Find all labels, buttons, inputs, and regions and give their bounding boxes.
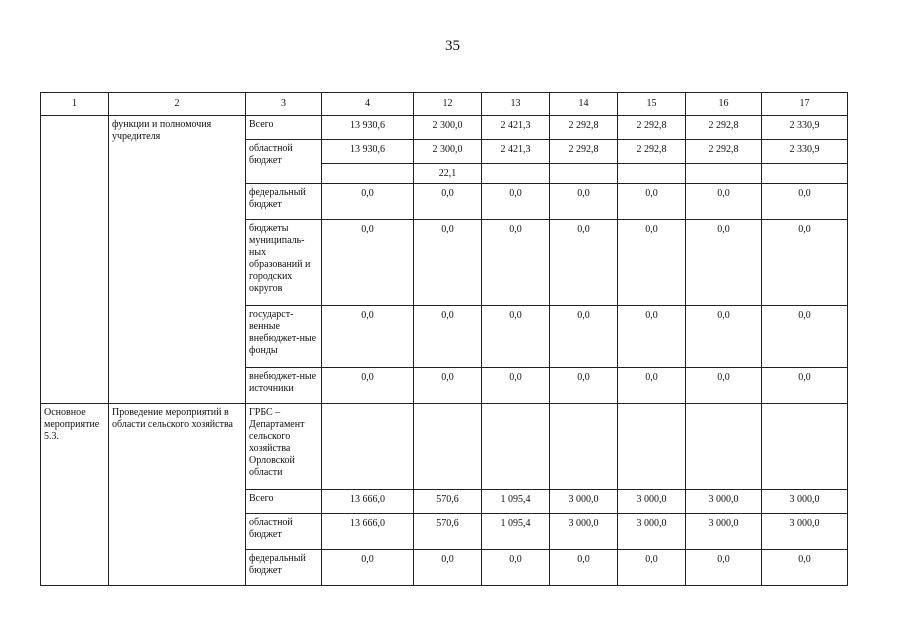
value-cell: 0,0 (762, 306, 848, 368)
value-cell: 0,0 (482, 368, 550, 404)
section1-col2: функции и полномочия учредителя (109, 116, 246, 404)
value-cell (762, 164, 848, 184)
value-cell (618, 164, 686, 184)
header-cell: 3 (246, 93, 322, 116)
value-cell: 2 292,8 (550, 140, 618, 164)
value-cell: 2 421,3 (482, 140, 550, 164)
header-cell: 4 (322, 93, 414, 116)
value-cell: 2 292,8 (686, 140, 762, 164)
value-cell: 0,0 (414, 306, 482, 368)
value-cell (550, 164, 618, 184)
value-cell: 0,0 (414, 550, 482, 586)
header-cell: 1 (41, 93, 109, 116)
row-label: областной бюджет (246, 140, 322, 184)
value-cell (686, 164, 762, 184)
value-cell (762, 404, 848, 490)
page-number: 35 (445, 38, 460, 54)
budget-table (40, 92, 848, 586)
value-cell: 0,0 (322, 368, 414, 404)
header-cell: 2 (109, 93, 246, 116)
value-cell: 2 292,8 (686, 116, 762, 140)
header-cell: 17 (762, 93, 848, 116)
value-cell (686, 404, 762, 490)
row-label: федеральный бюджет (246, 550, 322, 586)
value-cell: 0,0 (762, 220, 848, 306)
value-cell (482, 404, 550, 490)
value-cell: 13 930,6 (322, 140, 414, 164)
value-cell: 3 000,0 (762, 490, 848, 514)
value-cell: 0,0 (762, 184, 848, 220)
value-cell (322, 164, 414, 184)
value-cell (618, 404, 686, 490)
value-cell: 0,0 (322, 306, 414, 368)
value-cell: 2 300,0 (414, 140, 482, 164)
value-cell: 2 292,8 (618, 140, 686, 164)
value-cell: 2 330,9 (762, 140, 848, 164)
row-label: Всего (246, 490, 322, 514)
table-row (41, 404, 848, 490)
value-cell: 0,0 (550, 550, 618, 586)
value-cell: 0,0 (414, 184, 482, 220)
value-cell (482, 164, 550, 184)
value-cell: 13 666,0 (322, 490, 414, 514)
value-cell: 13 930,6 (322, 116, 414, 140)
value-cell: 2 292,8 (550, 116, 618, 140)
value-cell: 2 330,9 (762, 116, 848, 140)
value-cell: 3 000,0 (550, 514, 618, 550)
row-label: государст-венные внебюджет-ные фонды (246, 306, 322, 368)
value-cell: 0,0 (482, 220, 550, 306)
value-cell: 0,0 (686, 368, 762, 404)
value-cell: 0,0 (550, 306, 618, 368)
value-cell: 570,6 (414, 490, 482, 514)
value-cell: 13 666,0 (322, 514, 414, 550)
value-cell: 0,0 (482, 184, 550, 220)
value-cell: 1 095,4 (482, 514, 550, 550)
row-label: Всего (246, 116, 322, 140)
value-cell: 2 292,8 (618, 116, 686, 140)
value-cell: 0,0 (686, 550, 762, 586)
value-cell: 0,0 (482, 550, 550, 586)
value-cell: 0,0 (686, 184, 762, 220)
value-cell: 0,0 (618, 220, 686, 306)
value-cell: 0,0 (322, 220, 414, 306)
value-cell: 0,0 (322, 184, 414, 220)
value-cell: 0,0 (414, 220, 482, 306)
value-cell: 3 000,0 (686, 514, 762, 550)
header-cell: 16 (686, 93, 762, 116)
value-cell: 0,0 (618, 306, 686, 368)
header-cell: 12 (414, 93, 482, 116)
value-cell: 3 000,0 (618, 514, 686, 550)
value-cell: 3 000,0 (686, 490, 762, 514)
header-cell: 13 (482, 93, 550, 116)
table-row (41, 116, 848, 140)
value-cell: 2 300,0 (414, 116, 482, 140)
value-cell: 0,0 (686, 220, 762, 306)
value-cell: 3 000,0 (618, 490, 686, 514)
value-cell-extra: 22,1 (414, 164, 482, 184)
value-cell (414, 404, 482, 490)
value-cell: 0,0 (482, 306, 550, 368)
header-cell: 14 (550, 93, 618, 116)
row-label: ГРБС – Департамент сельского хозяйства Орловской области (246, 404, 322, 490)
value-cell: 3 000,0 (762, 514, 848, 550)
value-cell: 0,0 (618, 368, 686, 404)
value-cell: 0,0 (550, 220, 618, 306)
row-label: областной бюджет (246, 514, 322, 550)
header-row (41, 93, 848, 116)
row-label: федеральный бюджет (246, 184, 322, 220)
value-cell: 0,0 (762, 550, 848, 586)
value-cell: 0,0 (618, 184, 686, 220)
section2-col2: Проведение мероприятий в области сельского хозяйства (109, 404, 246, 586)
value-cell (550, 404, 618, 490)
value-cell: 0,0 (618, 550, 686, 586)
value-cell: 2 421,3 (482, 116, 550, 140)
value-cell: 0,0 (322, 550, 414, 586)
value-cell: 0,0 (762, 368, 848, 404)
row-label: внебюджет-ные источники (246, 368, 322, 404)
value-cell (322, 404, 414, 490)
value-cell: 0,0 (686, 306, 762, 368)
value-cell: 570,6 (414, 514, 482, 550)
value-cell: 1 095,4 (482, 490, 550, 514)
value-cell: 0,0 (414, 368, 482, 404)
section1-col1 (41, 116, 109, 404)
value-cell: 0,0 (550, 184, 618, 220)
section2-col1: Основное мероприятие 5.3. (41, 404, 109, 586)
value-cell: 3 000,0 (550, 490, 618, 514)
value-cell: 0,0 (550, 368, 618, 404)
header-cell: 15 (618, 93, 686, 116)
row-label: бюджеты муниципаль-ных образований и городских округов (246, 220, 322, 306)
